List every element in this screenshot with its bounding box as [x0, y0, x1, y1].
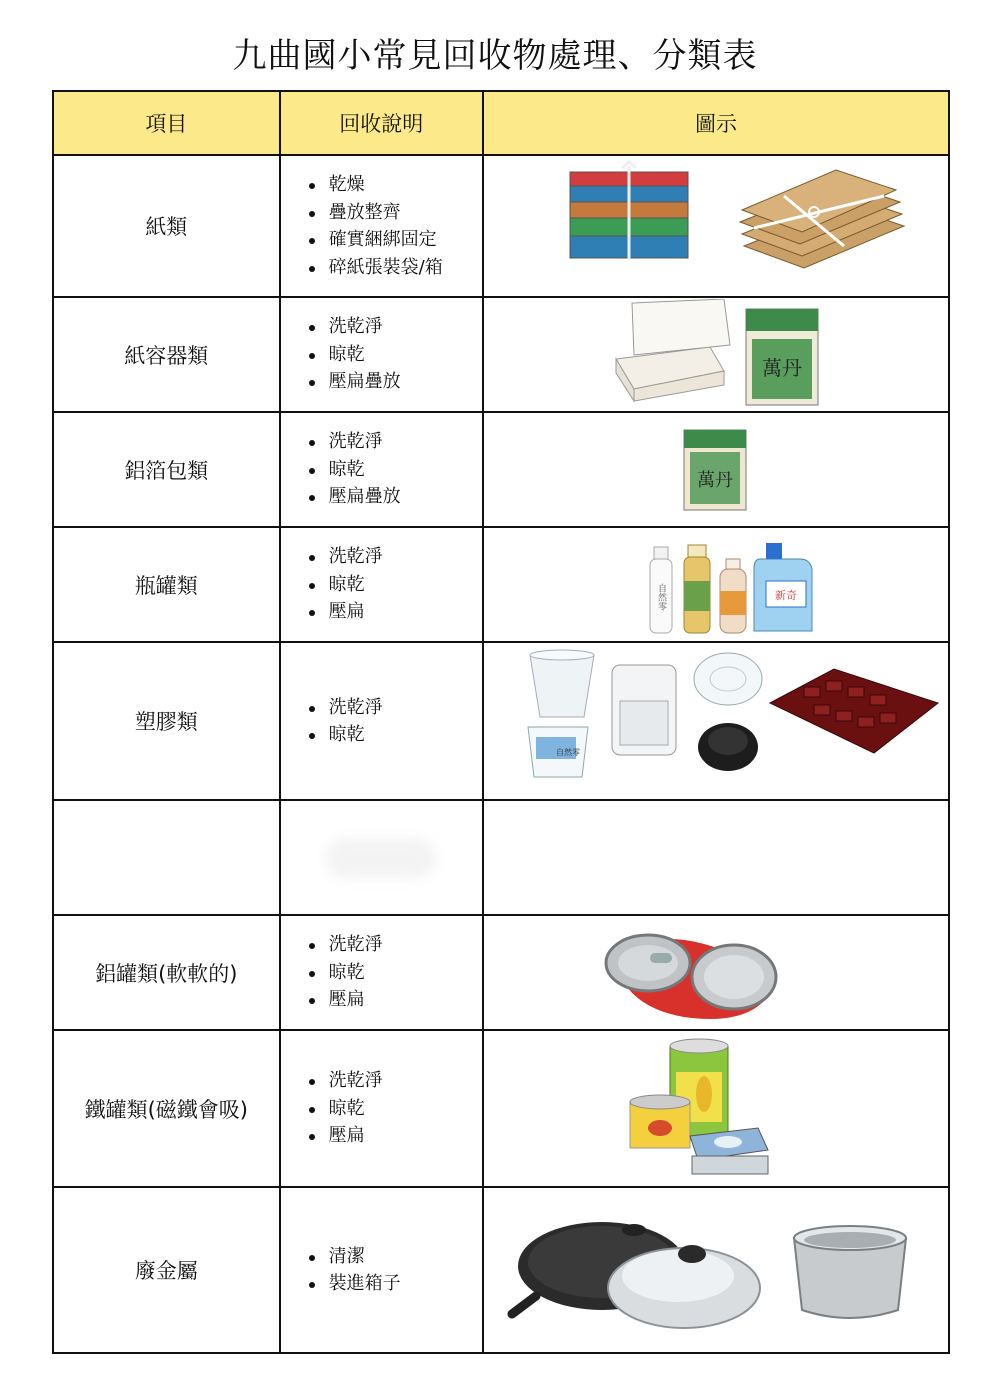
page-title: 九曲國小常見回收物處理、分類表 — [232, 36, 758, 76]
step: 壓扁 — [329, 598, 482, 626]
detergent-bottle-icon — [754, 543, 812, 631]
step: 洗乾淨 — [329, 428, 482, 456]
step: 洗乾淨 — [329, 313, 482, 341]
coffee-lid-icon — [698, 723, 758, 771]
crushed-can-icon — [606, 935, 776, 1019]
steps-list — [281, 694, 482, 749]
step: 乾燥 — [329, 171, 482, 199]
box-brand-text: 萬丹 — [696, 469, 733, 491]
table-row — [53, 412, 949, 527]
step: 晾乾 — [329, 721, 482, 749]
step: 洗乾淨 — [329, 1067, 482, 1095]
steps-list — [281, 1243, 482, 1298]
table-row — [53, 1030, 949, 1187]
detergent-label-text: 新奇 — [774, 588, 797, 602]
yogurt-cup-icon — [528, 727, 588, 777]
table-row — [53, 1187, 949, 1353]
steps-list — [281, 931, 482, 1014]
carton-brand-text: 萬丹 — [761, 355, 802, 380]
tin-can-illustration — [484, 1032, 948, 1186]
row-item-tin-can: 鐵罐類(磁鐵會吸) — [53, 1030, 280, 1187]
scrap-metal-illustration — [484, 1188, 948, 1352]
plastic-lid-icon — [694, 653, 762, 705]
step: 疊放整齊 — [329, 199, 482, 227]
clamshell-box-icon — [612, 665, 676, 755]
steps-list — [281, 313, 482, 396]
row-item-bottles: 瓶罐類 — [53, 527, 280, 642]
step: 壓扁 — [329, 986, 482, 1014]
step: 裝進箱子 — [329, 1270, 482, 1298]
step: 洗乾淨 — [329, 543, 482, 571]
tetra-pack-illustration — [484, 414, 948, 526]
table-row — [53, 642, 949, 800]
paper-container-illustration — [484, 299, 948, 411]
drink-box-icon — [684, 430, 746, 510]
drink-bottle-icon — [684, 545, 710, 633]
cup-label-text: 自然零 — [555, 748, 580, 757]
table-row — [53, 155, 949, 297]
step: 晾乾 — [329, 341, 482, 369]
row-item-aluminum-can: 鋁罐類(軟軟的) — [53, 915, 280, 1030]
row-item-scrap-metal: 廢金屬 — [53, 1187, 280, 1353]
row-item-plastic: 塑膠類 — [53, 642, 280, 800]
header-desc: 回收說明 — [280, 91, 483, 155]
bottle-label-text: 自然零 — [655, 583, 666, 610]
paper-illustration — [484, 156, 948, 296]
step: 晾乾 — [329, 959, 482, 987]
plastics-illustration — [484, 643, 948, 799]
recycling-table — [52, 90, 950, 1354]
table-header-row — [53, 91, 949, 155]
yogurt-bottle-icon — [650, 547, 672, 633]
step: 晾乾 — [329, 1095, 482, 1123]
cardboard-bundle-icon — [740, 170, 904, 268]
step: 壓扁 — [329, 1122, 482, 1150]
step: 清潔 — [329, 1243, 482, 1271]
book-stack-icon — [570, 162, 688, 260]
milk-carton-icon — [746, 309, 818, 405]
row-item-paper-container: 紙容器類 — [53, 297, 280, 412]
step: 晾乾 — [329, 456, 482, 484]
rice-cooker-pot-icon — [794, 1226, 906, 1318]
steps-list — [281, 1067, 482, 1150]
step: 碎紙張裝袋/箱 — [329, 254, 482, 282]
steps-list — [281, 543, 482, 626]
step: 晾乾 — [329, 571, 482, 599]
step: 洗乾淨 — [329, 931, 482, 959]
plastic-cup-icon — [530, 650, 594, 717]
table-row — [53, 915, 949, 1030]
step: 壓扁疊放 — [329, 368, 482, 396]
step: 洗乾淨 — [329, 694, 482, 722]
chocolate-tray-icon — [770, 669, 938, 753]
crab-can-icon — [630, 1095, 690, 1148]
header-item: 項目 — [53, 91, 280, 155]
row-item-tetra-pack: 鋁箔包類 — [53, 412, 280, 527]
fish-can-icon — [690, 1128, 768, 1174]
step: 壓扁疊放 — [329, 483, 482, 511]
table-row — [53, 800, 949, 915]
header-pics: 圖示 — [483, 91, 949, 155]
table-row — [53, 527, 949, 642]
row-item-empty — [53, 800, 280, 915]
step: 確實綑綁固定 — [329, 226, 482, 254]
aluminum-can-illustration — [484, 917, 948, 1029]
bottles-illustration — [484, 529, 948, 641]
milk-tea-bottle-icon — [720, 559, 746, 633]
row-item-paper: 紙類 — [53, 155, 280, 297]
takeout-box-icon — [616, 299, 730, 401]
steps-list — [281, 171, 482, 281]
table-row — [53, 297, 949, 412]
steps-list — [281, 428, 482, 511]
